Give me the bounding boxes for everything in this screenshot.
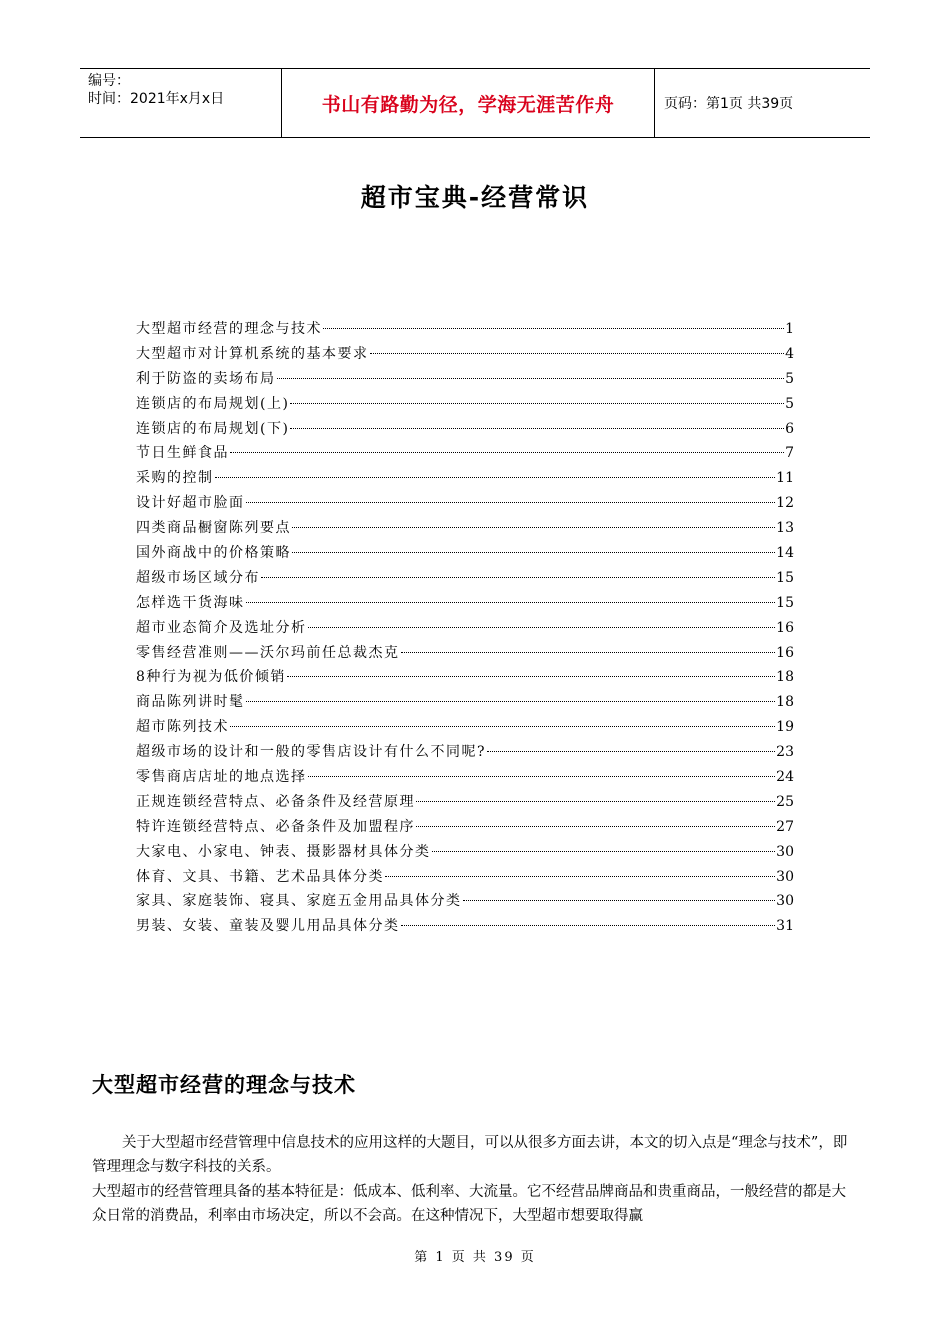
toc-dot-leader [308,627,776,628]
toc-entry[interactable] [136,492,794,517]
toc-entry-page: 7 [785,445,794,462]
toc-entry-page: 31 [776,918,794,935]
number-label: 编号： [88,73,130,89]
toc-dot-leader [230,452,784,453]
toc-dot-leader [416,826,775,827]
toc-entry-title: 连锁店的布局规划(下) [136,420,290,437]
toc-entry-page: 24 [776,769,794,786]
body-paragraph: 关于大型超市经营管理中信息技术的应用这样的大题目，可以从很多方面去讲，本文的切入点是“理念与技术”，即管理理念与数字科技的关系。 [92,1135,848,1175]
time-label: 时间：2021年x月x日 [88,91,225,107]
toc-entry-page: 15 [776,569,794,586]
toc-dot-leader [308,776,776,777]
toc-entry[interactable] [136,617,794,642]
toc-entry-title: 设计好超市脸面 [136,495,245,512]
toc-dot-leader [401,652,776,653]
toc-entry[interactable] [136,418,794,443]
toc-entry-title: 8种行为视为低价倾销 [136,669,286,686]
toc-entry-title: 四类商品橱窗陈列要点 [136,520,291,537]
table-of-contents [136,318,794,940]
toc-entry[interactable] [136,691,794,716]
toc-entry-page: 11 [776,470,794,487]
page-header-table [80,68,870,138]
toc-entry[interactable] [136,642,794,667]
toc-dot-leader [416,801,775,802]
toc-dot-leader [463,900,776,901]
toc-entry-title: 零售经营准则——沃尔玛前任总裁杰克 [136,644,400,661]
toc-entry-page: 16 [776,644,794,661]
toc-entry[interactable] [136,592,794,617]
toc-dot-leader [487,751,775,752]
toc-entry-title: 超级市场区域分布 [136,569,260,586]
toc-entry[interactable] [136,542,794,567]
toc-entry[interactable] [136,791,794,816]
toc-entry-page: 14 [776,545,794,562]
toc-dot-leader [246,502,776,503]
toc-entry[interactable] [136,841,794,866]
toc-entry-title: 零售商店店址的地点选择 [136,769,307,786]
toc-entry[interactable] [136,716,794,741]
toc-entry-page: 6 [785,420,794,437]
toc-dot-leader [323,328,784,329]
toc-entry[interactable] [136,816,794,841]
toc-entry[interactable] [136,343,794,368]
toc-entry-title: 怎样选干货海味 [136,594,245,611]
toc-dot-leader [370,353,785,354]
toc-entry[interactable] [136,368,794,393]
toc-entry-page: 5 [785,370,794,387]
page-footer: 第 1 页 共 39 页 [414,1250,536,1265]
toc-entry-page: 5 [785,395,794,412]
toc-entry[interactable] [136,890,794,915]
toc-entry-title: 超市陈列技术 [136,719,229,736]
toc-dot-leader [432,851,776,852]
toc-dot-leader [290,403,784,404]
header-page-info: 页码：第1页 共39页 [664,96,794,112]
toc-entry-title: 正规连锁经营特点、必备条件及经营原理 [136,793,415,810]
toc-entry-page: 30 [776,893,794,910]
toc-entry[interactable] [136,766,794,791]
toc-entry-page: 23 [776,744,794,761]
toc-entry[interactable] [136,666,794,691]
body-paragraph: 大型超市的经营管理具备的基本特征是：低成本、低利率、大流量。它不经营品牌商品和贵重商品，一般经营的都是大众日常的消费品，利率由市场决定，所以不会高。在这种情况下，大型超市想要取得赢 [92,1184,846,1224]
toc-entry[interactable] [136,915,794,940]
toc-dot-leader [401,925,776,926]
toc-entry-title: 大型超市经营的理念与技术 [136,321,322,337]
toc-entry-title: 家具、家庭装饰、寝具、家庭五金用品具体分类 [136,893,462,910]
toc-entry-title: 利于防盗的卖场布局 [136,370,276,387]
toc-entry-title: 体育、文具、书籍、艺术品具体分类 [136,868,384,885]
toc-entry-page: 15 [776,594,794,611]
toc-entry[interactable] [136,467,794,492]
toc-entry-title: 国外商战中的价格策略 [136,545,291,562]
toc-dot-leader [230,726,775,727]
toc-entry[interactable] [136,866,794,891]
toc-entry-title: 采购的控制 [136,470,214,487]
toc-entry[interactable] [136,442,794,467]
toc-entry[interactable] [136,318,794,343]
toc-dot-leader [246,701,776,702]
toc-dot-leader [215,477,776,478]
toc-dot-leader [385,876,775,877]
toc-entry-page: 16 [776,619,794,636]
toc-entry-page: 30 [776,843,794,860]
toc-entry-page: 4 [785,345,794,362]
toc-dot-leader [246,602,776,603]
toc-entry-title: 男装、女装、童装及婴儿用品具体分类 [136,918,400,935]
toc-dot-leader [292,552,775,553]
toc-dot-leader [290,428,784,429]
toc-dot-leader [287,676,775,677]
toc-dot-leader [261,577,775,578]
toc-entry-page: 25 [776,793,794,810]
toc-entry-page: 18 [776,694,794,711]
toc-entry-page: 19 [776,719,794,736]
toc-entry-page: 12 [776,495,794,512]
toc-entry-page: 27 [776,818,794,835]
toc-entry-page: 18 [776,669,794,686]
toc-entry-title: 超市业态简介及选址分析 [136,619,307,636]
section-heading: 大型超市经营的理念与技术 [92,1073,356,1097]
toc-entry-page: 13 [776,520,794,537]
toc-dot-leader [292,527,775,528]
toc-entry-title: 节日生鲜食品 [136,445,229,462]
toc-entry[interactable] [136,517,794,542]
toc-dot-leader [277,378,785,379]
toc-entry-page: 30 [776,868,794,885]
document-title: 超市宝典-经营常识 [360,183,590,212]
toc-entry-page: 1 [785,321,794,337]
header-motto: 书山有路勤为径，学海无涯苦作舟 [281,69,655,137]
header-meta-cell [80,69,281,137]
toc-entry-title: 特许连锁经营特点、必备条件及加盟程序 [136,818,415,835]
toc-entry-title: 商品陈列讲时髦 [136,694,245,711]
toc-entry-title: 大家电、小家电、钟表、摄影器材具体分类 [136,843,431,860]
toc-entry[interactable] [136,741,794,766]
toc-entry-title: 超级市场的设计和一般的零售店设计有什么不同呢? [136,744,487,761]
toc-entry-title: 大型超市对计算机系统的基本要求 [136,345,369,362]
toc-entry[interactable] [136,393,794,418]
toc-entry-title: 连锁店的布局规划(上) [136,395,290,412]
toc-entry[interactable] [136,567,794,592]
